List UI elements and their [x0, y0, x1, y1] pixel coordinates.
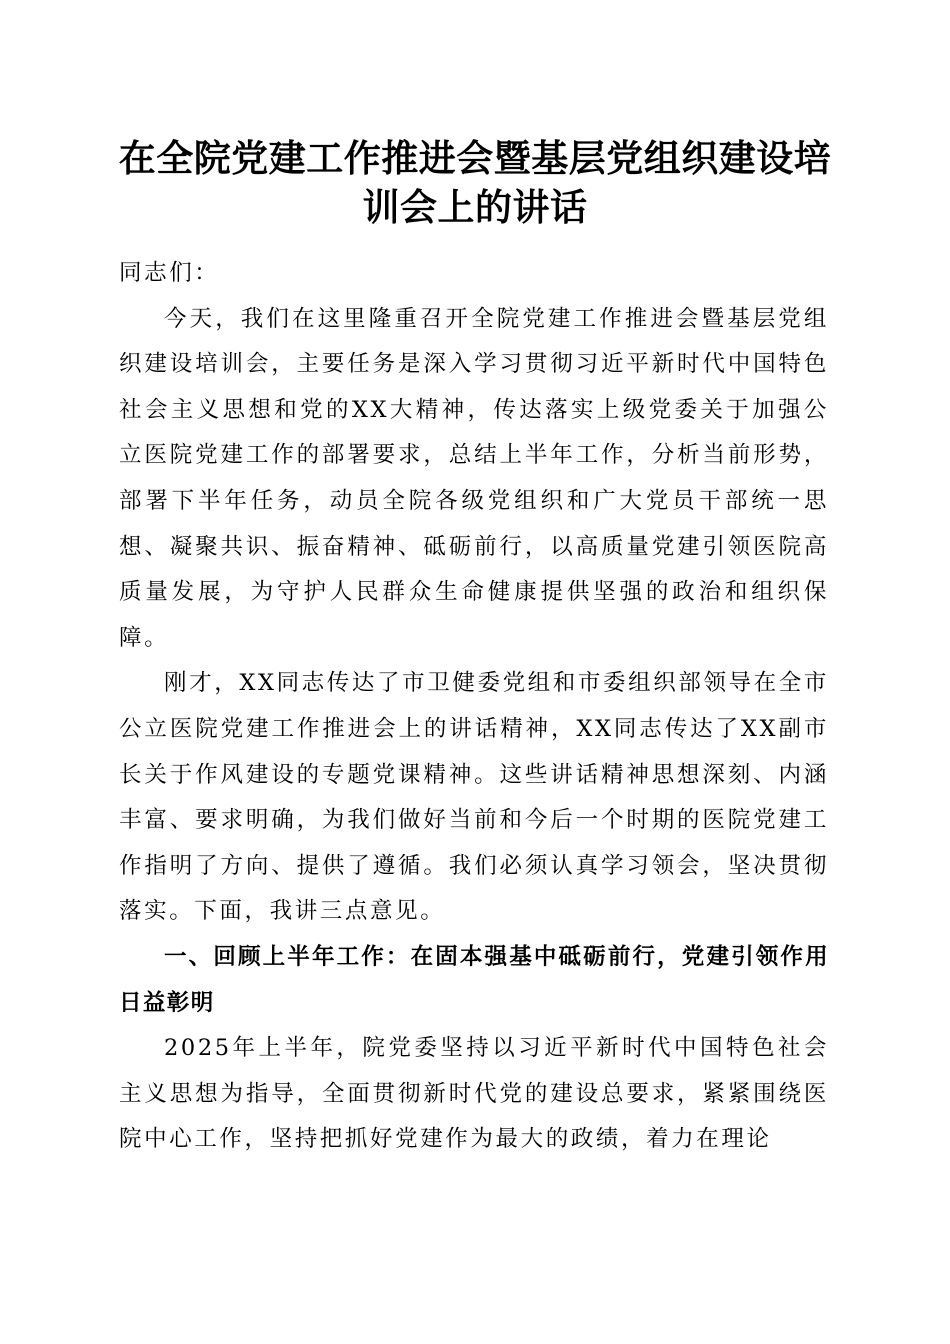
paragraph-opening: 今天，我们在这里隆重召开全院党建工作推进会暨基层党组织建设培训会，主要任务是深入学习贯彻习近平新时代中国特色社会主义思想和党的XX大精神，传达落实上级党委关于加强公立医院党建工作的部署要求，总结上半年工作，分析当前形势，部署下半年任务，动员全院各级党组织和广大党员干部统一思想、凝聚共识、振奋精神、砥砺前行，以高质量党建引领医院高质量发展，为守护人民群众生命健康提供坚强的政治和组织保障。 [119, 305, 829, 651]
speech-body [119, 251, 829, 1163]
paragraph-section-one: 2025年上半年，院党委坚持以习近平新时代中国特色社会主义思想为指导，全面贯彻新时代党的建设总要求，紧紧围绕医院中心工作，坚持把抓好党建作为最大的政绩，着力在理论 [119, 1035, 829, 1153]
paragraph-briefing: 刚才，XX同志传达了市卫健委党组和市委组织部领导在全市公立医院党建工作推进会上的讲话精神，XX同志传达了XX副市长关于作风建设的专题党课精神。这些讲话精神思想深刻、内涵丰富、要求明确，为我们做好当前和今后一个时期的医院党建工作指明了方向、提供了遵循。我们必须认真学习领会，坚决贯彻落实。下面，我讲三点意见。 [119, 670, 829, 925]
speech-title: 在全院党建工作推进会暨基层党组织建设培训会上的讲话 [118, 136, 832, 229]
salutation: 同志们： [119, 260, 220, 286]
section-heading-one: 一、回顾上半年工作：在固本强基中砥砺前行，党建引领作用日益彰明 [119, 943, 829, 1016]
